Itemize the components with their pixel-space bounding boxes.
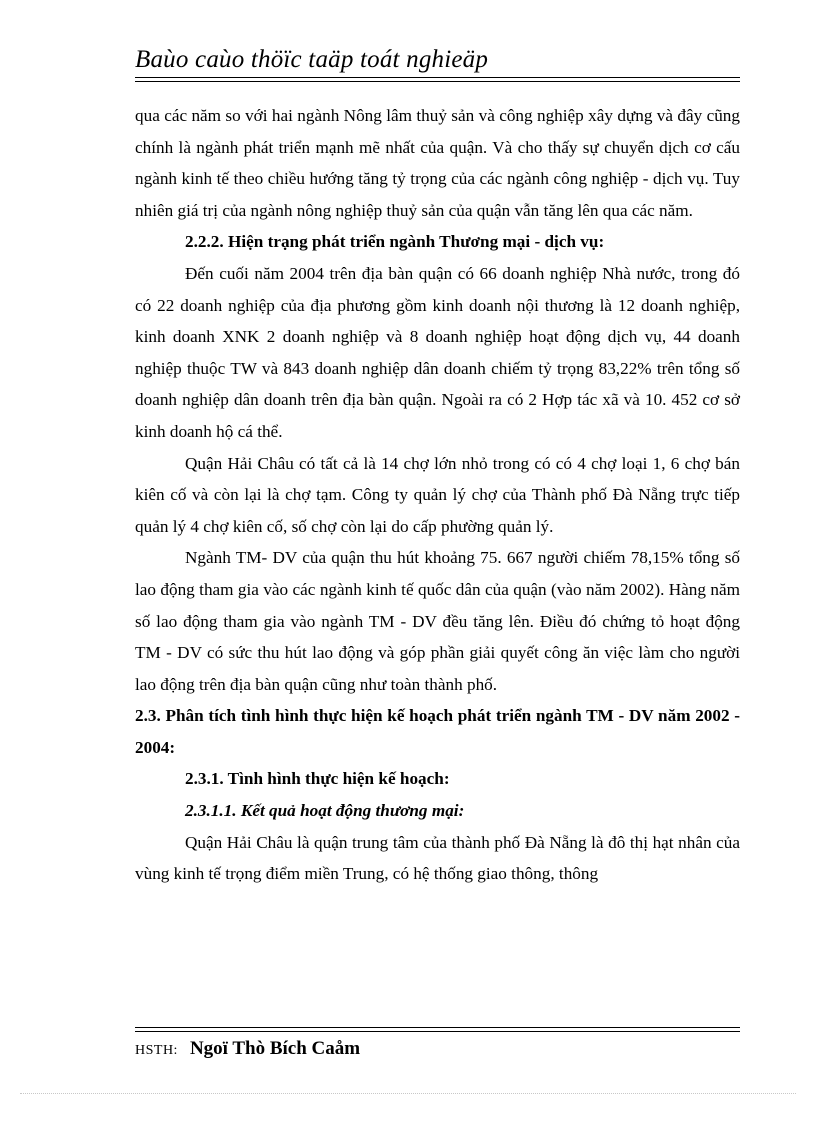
paragraph-continuation: qua các năm so với hai ngành Nông lâm thuỷ sản và công nghiệp xây dựng và đây cũng chính là ngành phát triển mạnh mẽ nhất của quận. Và cho thấy sự chuyển dịch cơ cấu ngành kinh tế theo chiều hướng tăng tỷ trọng của các ngành công nghiệp - dịch vụ. Tuy nhiên giá trị của ngành nông nghiệp thuỷ sản của quận vẫn tăng lên qua các năm. [135, 106, 740, 220]
paragraph-enterprises: Đến cuối năm 2004 trên địa bàn quận có 66 doanh nghiệp Nhà nước, trong đó có 22 doanh nghiệp của địa phương gồm kinh doanh nội thương là 12 doanh nghiệp, kinh doanh XNK 2 doanh nghiệp và 8 doanh nghiệp hoạt động dịch vụ, 44 doanh nghiệp thuộc TW và 843 doanh nghiệp dân doanh chiếm tỷ trọng 83,22% trên tổng số doanh nghiệp dân doanh trên địa bàn quận. Ngoài ra có 2 Hợp tác xã và 10. 452 cơ sở kinh doanh hộ cá thể. [135, 263, 740, 441]
document-body [135, 100, 740, 890]
page-header-title: Baùo caùo thöïc taäp toát nghieäp [135, 46, 489, 73]
heading-2-3: 2.3. Phân tích tình hình thực hiện kế hoạch phát triển ngành TM - DV năm 2002 - 2004: [135, 706, 740, 757]
heading-2-2-2: 2.2.2. Hiện trạng phát triển ngành Thương mại - dịch vụ: [185, 232, 605, 252]
paragraph-hai-chau: Quận Hải Châu là quận trung tâm của thành phố Đà Nẵng là đô thị hạt nhân của vùng kinh tế trọng điểm miền Trung, có hệ thống giao thông, thông [135, 832, 740, 884]
heading-2-3-1-1: 2.3.1.1. Kết quả hoạt động thương mại: [185, 801, 465, 821]
footer-rule-bottom [135, 1031, 740, 1032]
page-footer [135, 1038, 360, 1060]
header-rule-bottom [135, 81, 740, 82]
footer-rule-top [135, 1027, 740, 1028]
paragraph-markets: Quận Hải Châu có tất cả là 14 chợ lớn nhỏ trong có có 4 chợ loại 1, 6 chợ bán kiên cố và còn lại là chợ tạm. Công ty quản lý chợ của Thành phố Đà Nẵng trực tiếp quản lý 4 chợ kiên cố, số chợ còn lại do cấp phường quản lý. [135, 453, 740, 536]
page-bottom-dotted-line [20, 1093, 796, 1094]
footer-label: HSTH: [135, 1043, 178, 1058]
paragraph-labor: Ngành TM- DV của quận thu hút khoảng 75. 667 người chiếm 78,15% tổng số lao động tham gia vào các ngành kinh tế quốc dân của quận (vào năm 2002). Hàng năm số lao động tham gia vào ngành TM - DV đều tăng lên. Điều đó chứng tỏ hoạt động TM - DV có sức thu hút lao động và góp phần giải quyết công ăn việc làm cho người lao động trên địa bàn quận cũng như toàn thành phố. [135, 548, 740, 694]
heading-2-3-1: 2.3.1. Tình hình thực hiện kế hoạch: [185, 769, 450, 789]
footer-author-name: Ngoï Thò Bích Caåm [189, 1038, 361, 1059]
header-rule-top [135, 77, 740, 78]
